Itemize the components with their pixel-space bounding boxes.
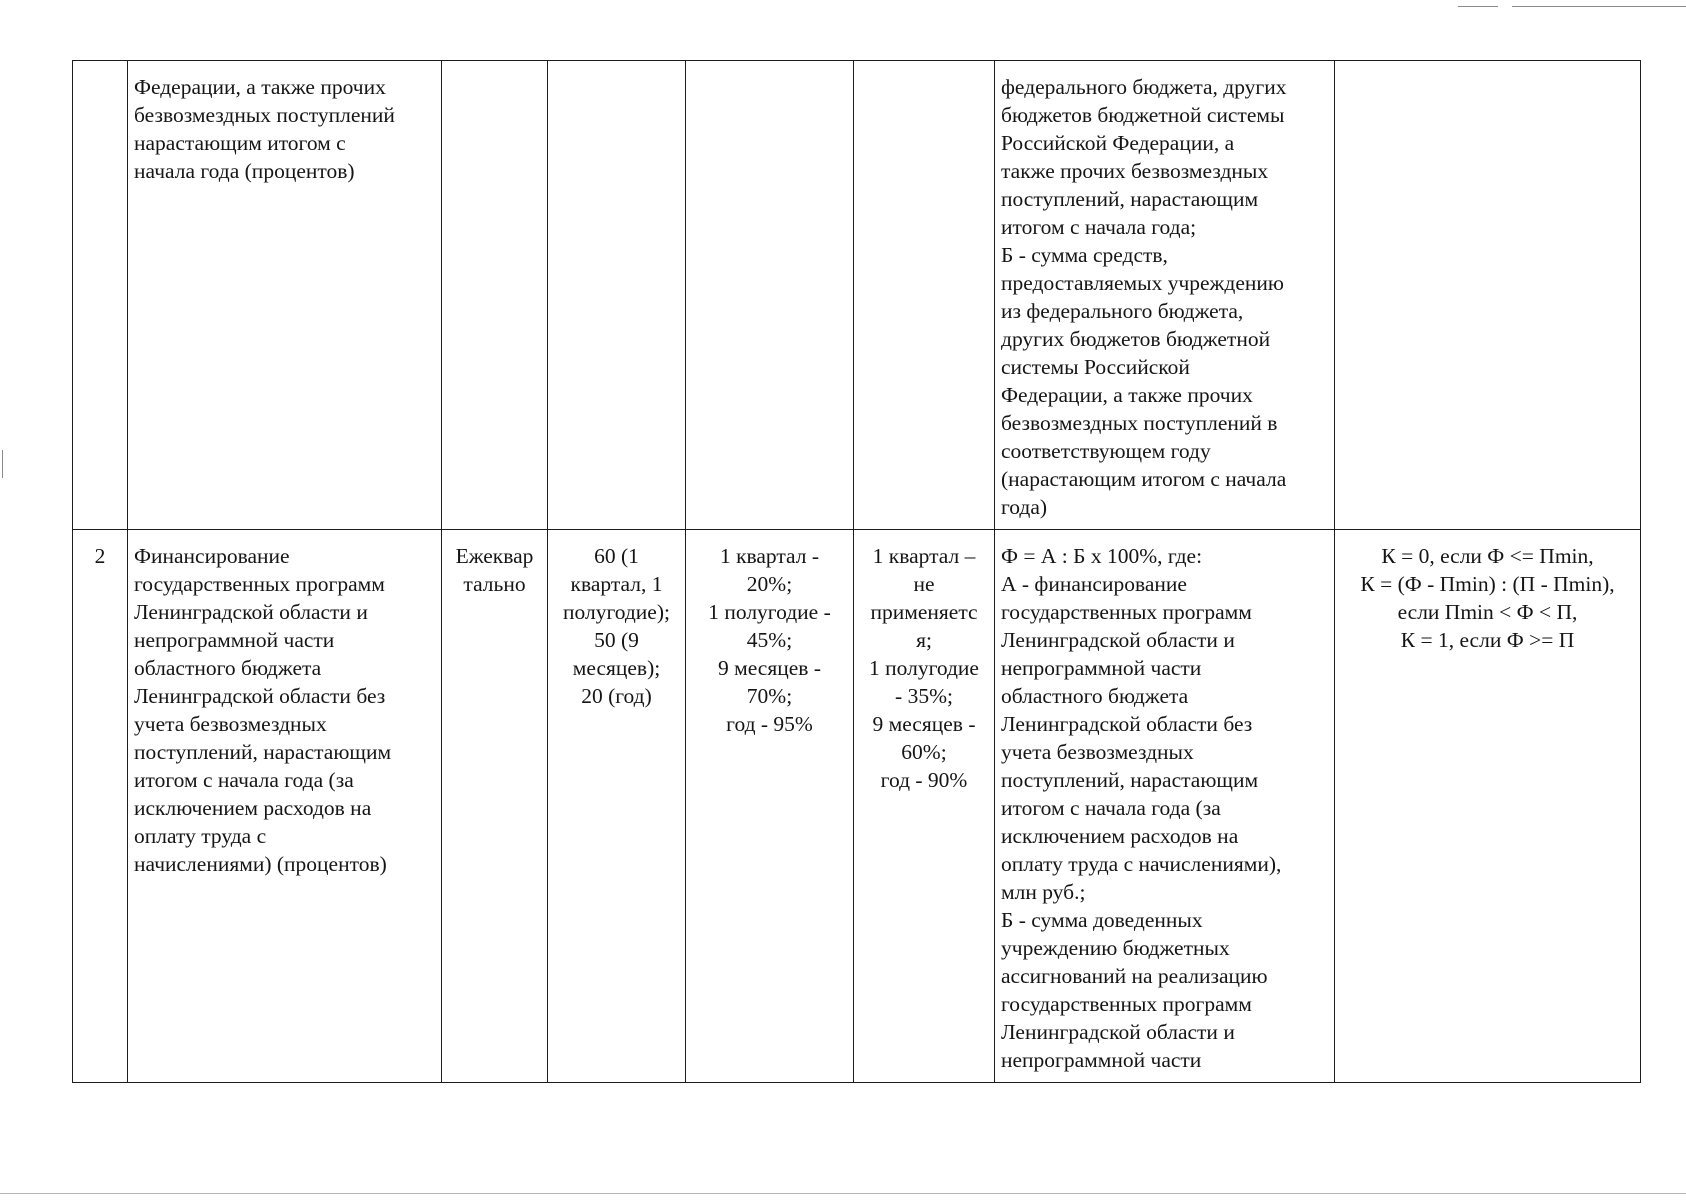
table-row (73, 530, 1641, 1083)
scan-mark-left-edge (2, 450, 3, 478)
indicator-name-cell: Федерации, а также прочих безвозмездных поступлений нарастающим итогом с начала года (процентов) (128, 61, 442, 530)
indicators-table (72, 60, 1641, 1083)
plan-value-cell (686, 61, 854, 530)
table-row (73, 61, 1641, 530)
scan-mark-top-right (1458, 6, 1498, 7)
indicator-name-cell: Финансирование государственных программ Ленинградской области и непрограммной части областного бюджета Ленинградской области без учета безвозмездных поступлений, нарастающим итогом с начала года (за исключением расходов на оплату труда с начислениями) (процентов) (128, 530, 442, 1083)
scan-mark-bottom-edge (0, 1193, 1686, 1194)
min-value-cell: 1 квартал – не применяетс я; 1 полугодие - 35%; 9 месяцев - 60%; год - 90% (854, 530, 995, 1083)
scan-mark-top-right-long (1512, 6, 1686, 7)
formula-cell: Ф = А : Б х 100%, где: А - финансирование государственных программ Ленинградской области и непрограммной части областного бюджета Ленинградской области без учета безвозмездных поступлений, нарастающим итогом с начала года (за исключением расходов на оплату труда с начислениями), млн руб.; Б - сумма доведенных учреждению бюджетных ассигнований на реализацию государственных программ Ленинградской области и непрограммной части (995, 530, 1335, 1083)
weight-cell (548, 61, 686, 530)
frequency-cell: Ежеквар тально (442, 530, 548, 1083)
plan-value-cell: 1 квартал - 20%; 1 полугодие - 45%; 9 месяцев - 70%; год - 95% (686, 530, 854, 1083)
coefficient-cell (1335, 61, 1641, 530)
weight-cell: 60 (1 квартал, 1 полугодие); 50 (9 месяцев); 20 (год) (548, 530, 686, 1083)
min-value-cell (854, 61, 995, 530)
coefficient-cell: К = 0, если Ф <= Пmin, К = (Ф - Пmin) : (П - Пmin), если Пmin < Ф < П, К = 1, если Ф >= П (1335, 530, 1641, 1083)
row-number-cell (73, 61, 128, 530)
frequency-cell (442, 61, 548, 530)
row-number-cell: 2 (73, 530, 128, 1083)
formula-cell: федерального бюджета, других бюджетов бюджетной системы Российской Федерации, а также прочих безвозмездных поступлений, нарастающим итогом с начала года; Б - сумма средств, предоставляемых учреждению из федерального бюджета, других бюджетов бюджетной системы Российской Федерации, а также прочих безвозмездных поступлений в соответствующем году (нарастающим итогом с начала года) (995, 61, 1335, 530)
